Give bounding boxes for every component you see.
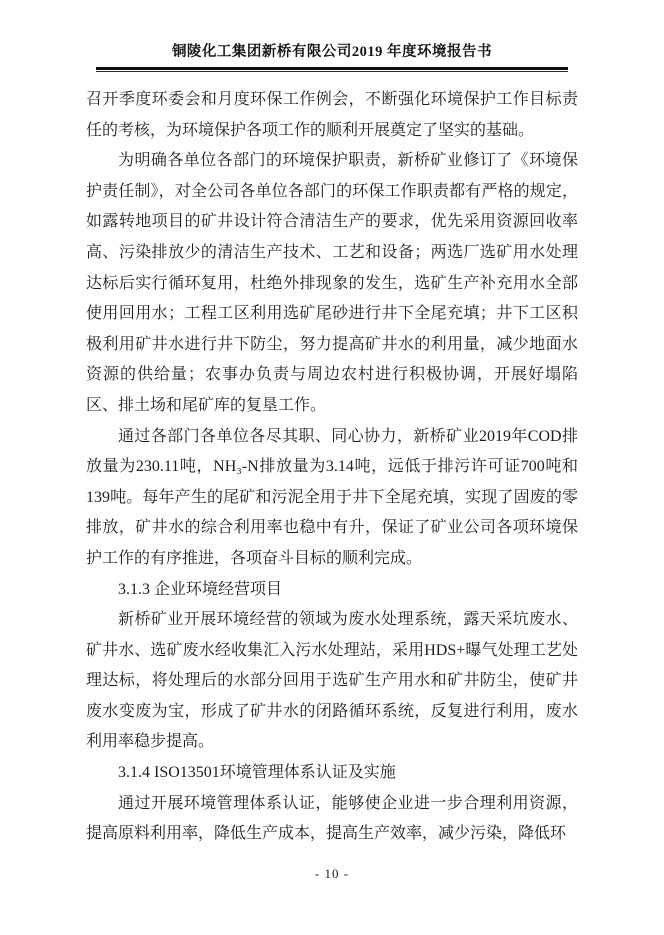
body-paragraph: 为明确各单位各部门的环境保护职责，新桥矿业修订了《环境保护责任制》，对全公司各单位各部门的环保工作职责都有严格的规定，如露转地项目的矿井设计符合清洁生产的要求，优先采用资源回收率高、污染排放少的清洁生产技术、工艺和设备；两选厂选矿用水处理达标后实行循环复用，杜绝外排现象的发生，选矿生产补充用水全部使用回用水；工程工区利用选矿尾砂进行井下全尾充填；井下工区积极利用矿井水进行井下防尘，努力提高矿井水的利用量，减少地面水资源的供给量；农事办负责与周边农村进行积极协调，开展好塌陷区、排土场和尾矿库的复垦工作。 (86, 152, 578, 414)
body-paragraph: 召开季度环委会和月度环保工作例会，不断强化环境保护工作目标责任的考核，为环境保护各项工作的顺利开展奠定了坚实的基础。 (86, 91, 578, 139)
running-header-title: 铜陵化工集团新桥有限公司2019 年度环境报告书 (171, 44, 493, 60)
body-paragraph: 通过开展环境管理体系认证，能够使企业进一步合理利用资源，提高原料利用率，降低生产成本，提高生产效率，减少污染，降低环 (86, 794, 578, 843)
page-number: - 10 - (314, 866, 350, 881)
section-heading: 3.1.4 ISO13501环境管理体系认证及实施 (118, 764, 396, 782)
document-body (86, 85, 578, 850)
body-paragraph: 通过各部门各单位各尽其职、同心协力，新桥矿业2019年COD排放量为230.11吨，NH₃-N排放量为3.14吨，远低于排污许可证700吨和139吨。每年产生的尾矿和污泥全用于井下全尾充填，实现了固废的零排放，矿井水的综合利用率也稳中有升，保证了矿业公司各项环境保护工作的有序推进，各项奋斗目标的顺利完成。 (86, 427, 578, 567)
section-heading: 3.1.3 企业环境经营项目 (118, 580, 283, 598)
body-paragraph: 新桥矿业开展环境经营的领域为废水处理系统，露天采坑废水、矿井水、选矿废水经收集汇入污水处理站，采用HDS+曝气处理工艺处理达标，将处理后的水部分回用于选矿生产用水和矿井防尘，使矿井废水变废为宝，形成了矿井水的闭路循环系统，反复进行利用，废水利用率稳步提高。 (86, 611, 578, 751)
header-rule (96, 67, 568, 72)
